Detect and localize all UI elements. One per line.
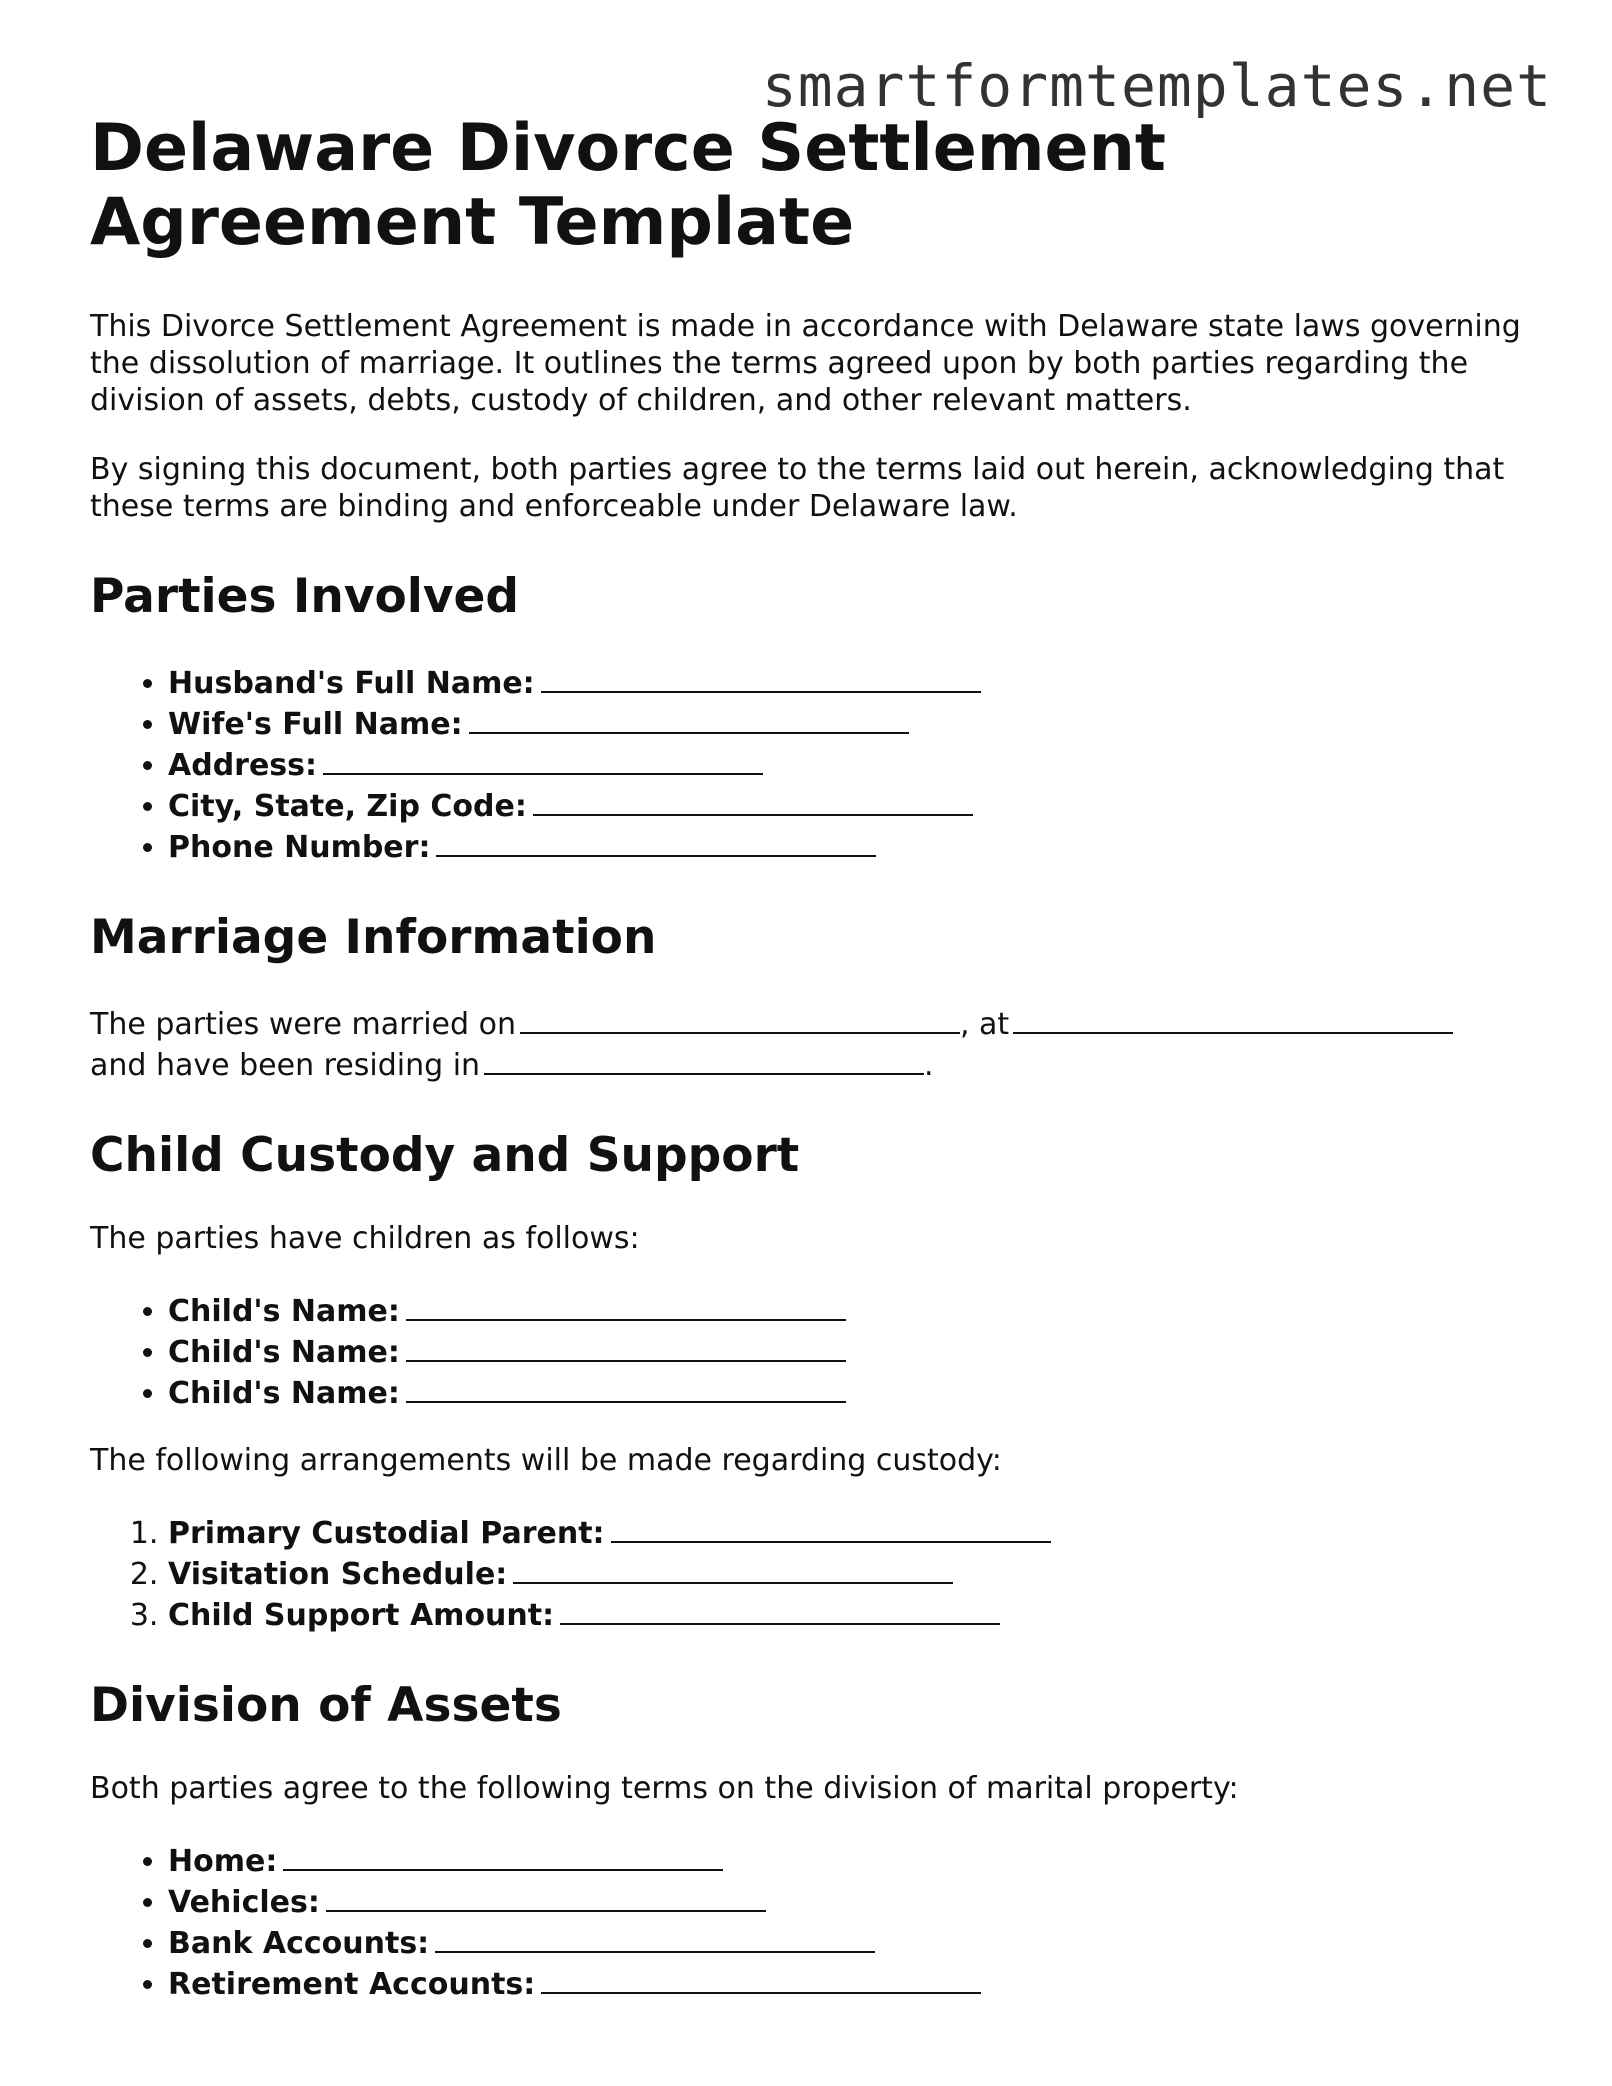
field-label: Primary Custodial Parent: — [168, 1516, 605, 1551]
marriage-text-1: The parties were married on — [90, 1007, 516, 1042]
residence-blank[interactable] — [484, 1043, 924, 1075]
phone-number-blank[interactable] — [436, 825, 876, 857]
list-item — [168, 661, 1530, 702]
field-label: Child's Name: — [168, 1376, 400, 1411]
page-title: Delaware Divorce Settlement Agreement Template — [90, 111, 1166, 260]
parties-heading: Parties Involved — [90, 569, 520, 624]
list-item — [168, 1593, 1530, 1634]
assets-heading: Division of Assets — [90, 1678, 562, 1733]
intro-paragraph-2: By signing this document, both parties agree to the terms laid out herein, acknowledging that these terms are binding and enforceable under Delaware law. — [90, 452, 1505, 524]
field-label: Phone Number: — [168, 830, 431, 865]
parties-list — [90, 661, 1530, 866]
wife-name-blank[interactable] — [469, 702, 909, 734]
field-label: Wife's Full Name: — [168, 707, 463, 742]
child-support-blank[interactable] — [560, 1593, 1000, 1625]
city-state-zip-blank[interactable] — [533, 784, 973, 816]
address-blank[interactable] — [323, 743, 763, 775]
list-item — [168, 1552, 1530, 1593]
bank-accounts-blank[interactable] — [435, 1921, 875, 1953]
retirement-accounts-blank[interactable] — [541, 1962, 981, 1994]
field-label: Retirement Accounts: — [168, 1967, 536, 2002]
arrangements-intro: The following arrangements will be made regarding custody: — [90, 1443, 1002, 1478]
field-label: Child Support Amount: — [168, 1598, 555, 1633]
document-page — [90, 112, 1530, 2033]
assets-list — [90, 1839, 1530, 2003]
field-label: Visitation Schedule: — [168, 1557, 508, 1592]
husband-name-blank[interactable] — [541, 661, 981, 693]
list-item — [168, 1962, 1530, 2003]
arrangements-list — [90, 1511, 1530, 1634]
field-label: City, State, Zip Code: — [168, 789, 527, 824]
children-intro: The parties have children as follows: — [90, 1221, 640, 1256]
intro-paragraph-1: This Divorce Settlement Agreement is made in accordance with Delaware state laws governing the dissolution of marriage. It outlines the terms agreed upon by both parties regarding the division of assets, debts, custody of children, and other relevant matters. — [90, 309, 1521, 418]
assets-intro: Both parties agree to the following terms on the division of marital property: — [90, 1771, 1239, 1806]
custody-heading: Child Custody and Support — [90, 1128, 800, 1183]
field-label: Child's Name: — [168, 1335, 400, 1370]
list-item — [168, 702, 1530, 743]
list-item — [168, 825, 1530, 866]
child-name-blank[interactable] — [406, 1371, 846, 1403]
list-item — [168, 784, 1530, 825]
field-label: Child's Name: — [168, 1294, 400, 1329]
home-blank[interactable] — [283, 1839, 723, 1871]
child-name-blank[interactable] — [406, 1289, 846, 1321]
children-list — [90, 1289, 1530, 1412]
marriage-text-4: . — [924, 1048, 934, 1083]
list-item — [168, 1330, 1530, 1371]
field-label: Husband's Full Name: — [168, 666, 535, 701]
field-label: Address: — [168, 748, 318, 783]
child-name-blank[interactable] — [406, 1330, 846, 1362]
list-item — [168, 1371, 1530, 1412]
field-label: Bank Accounts: — [168, 1926, 430, 1961]
list-item — [168, 1921, 1530, 1962]
site-watermark: smartformtemplates.net — [761, 52, 1552, 120]
marriage-text-3: and have been residing in — [90, 1048, 481, 1083]
marriage-date-blank[interactable] — [520, 1002, 960, 1034]
list-item — [168, 1511, 1530, 1552]
field-label: Home: — [168, 1844, 278, 1879]
vehicles-blank[interactable] — [326, 1880, 766, 1912]
marriage-paragraph — [90, 1002, 1530, 1084]
marriage-text-2: , at — [959, 1007, 1010, 1042]
custodial-parent-blank[interactable] — [611, 1511, 1051, 1543]
field-label: Vehicles: — [168, 1885, 320, 1920]
marriage-place-blank[interactable] — [1013, 1002, 1453, 1034]
list-item — [168, 1880, 1530, 1921]
visitation-schedule-blank[interactable] — [513, 1552, 953, 1584]
marriage-heading: Marriage Information — [90, 910, 657, 965]
list-item — [168, 743, 1530, 784]
list-item — [168, 1289, 1530, 1330]
list-item — [168, 1839, 1530, 1880]
